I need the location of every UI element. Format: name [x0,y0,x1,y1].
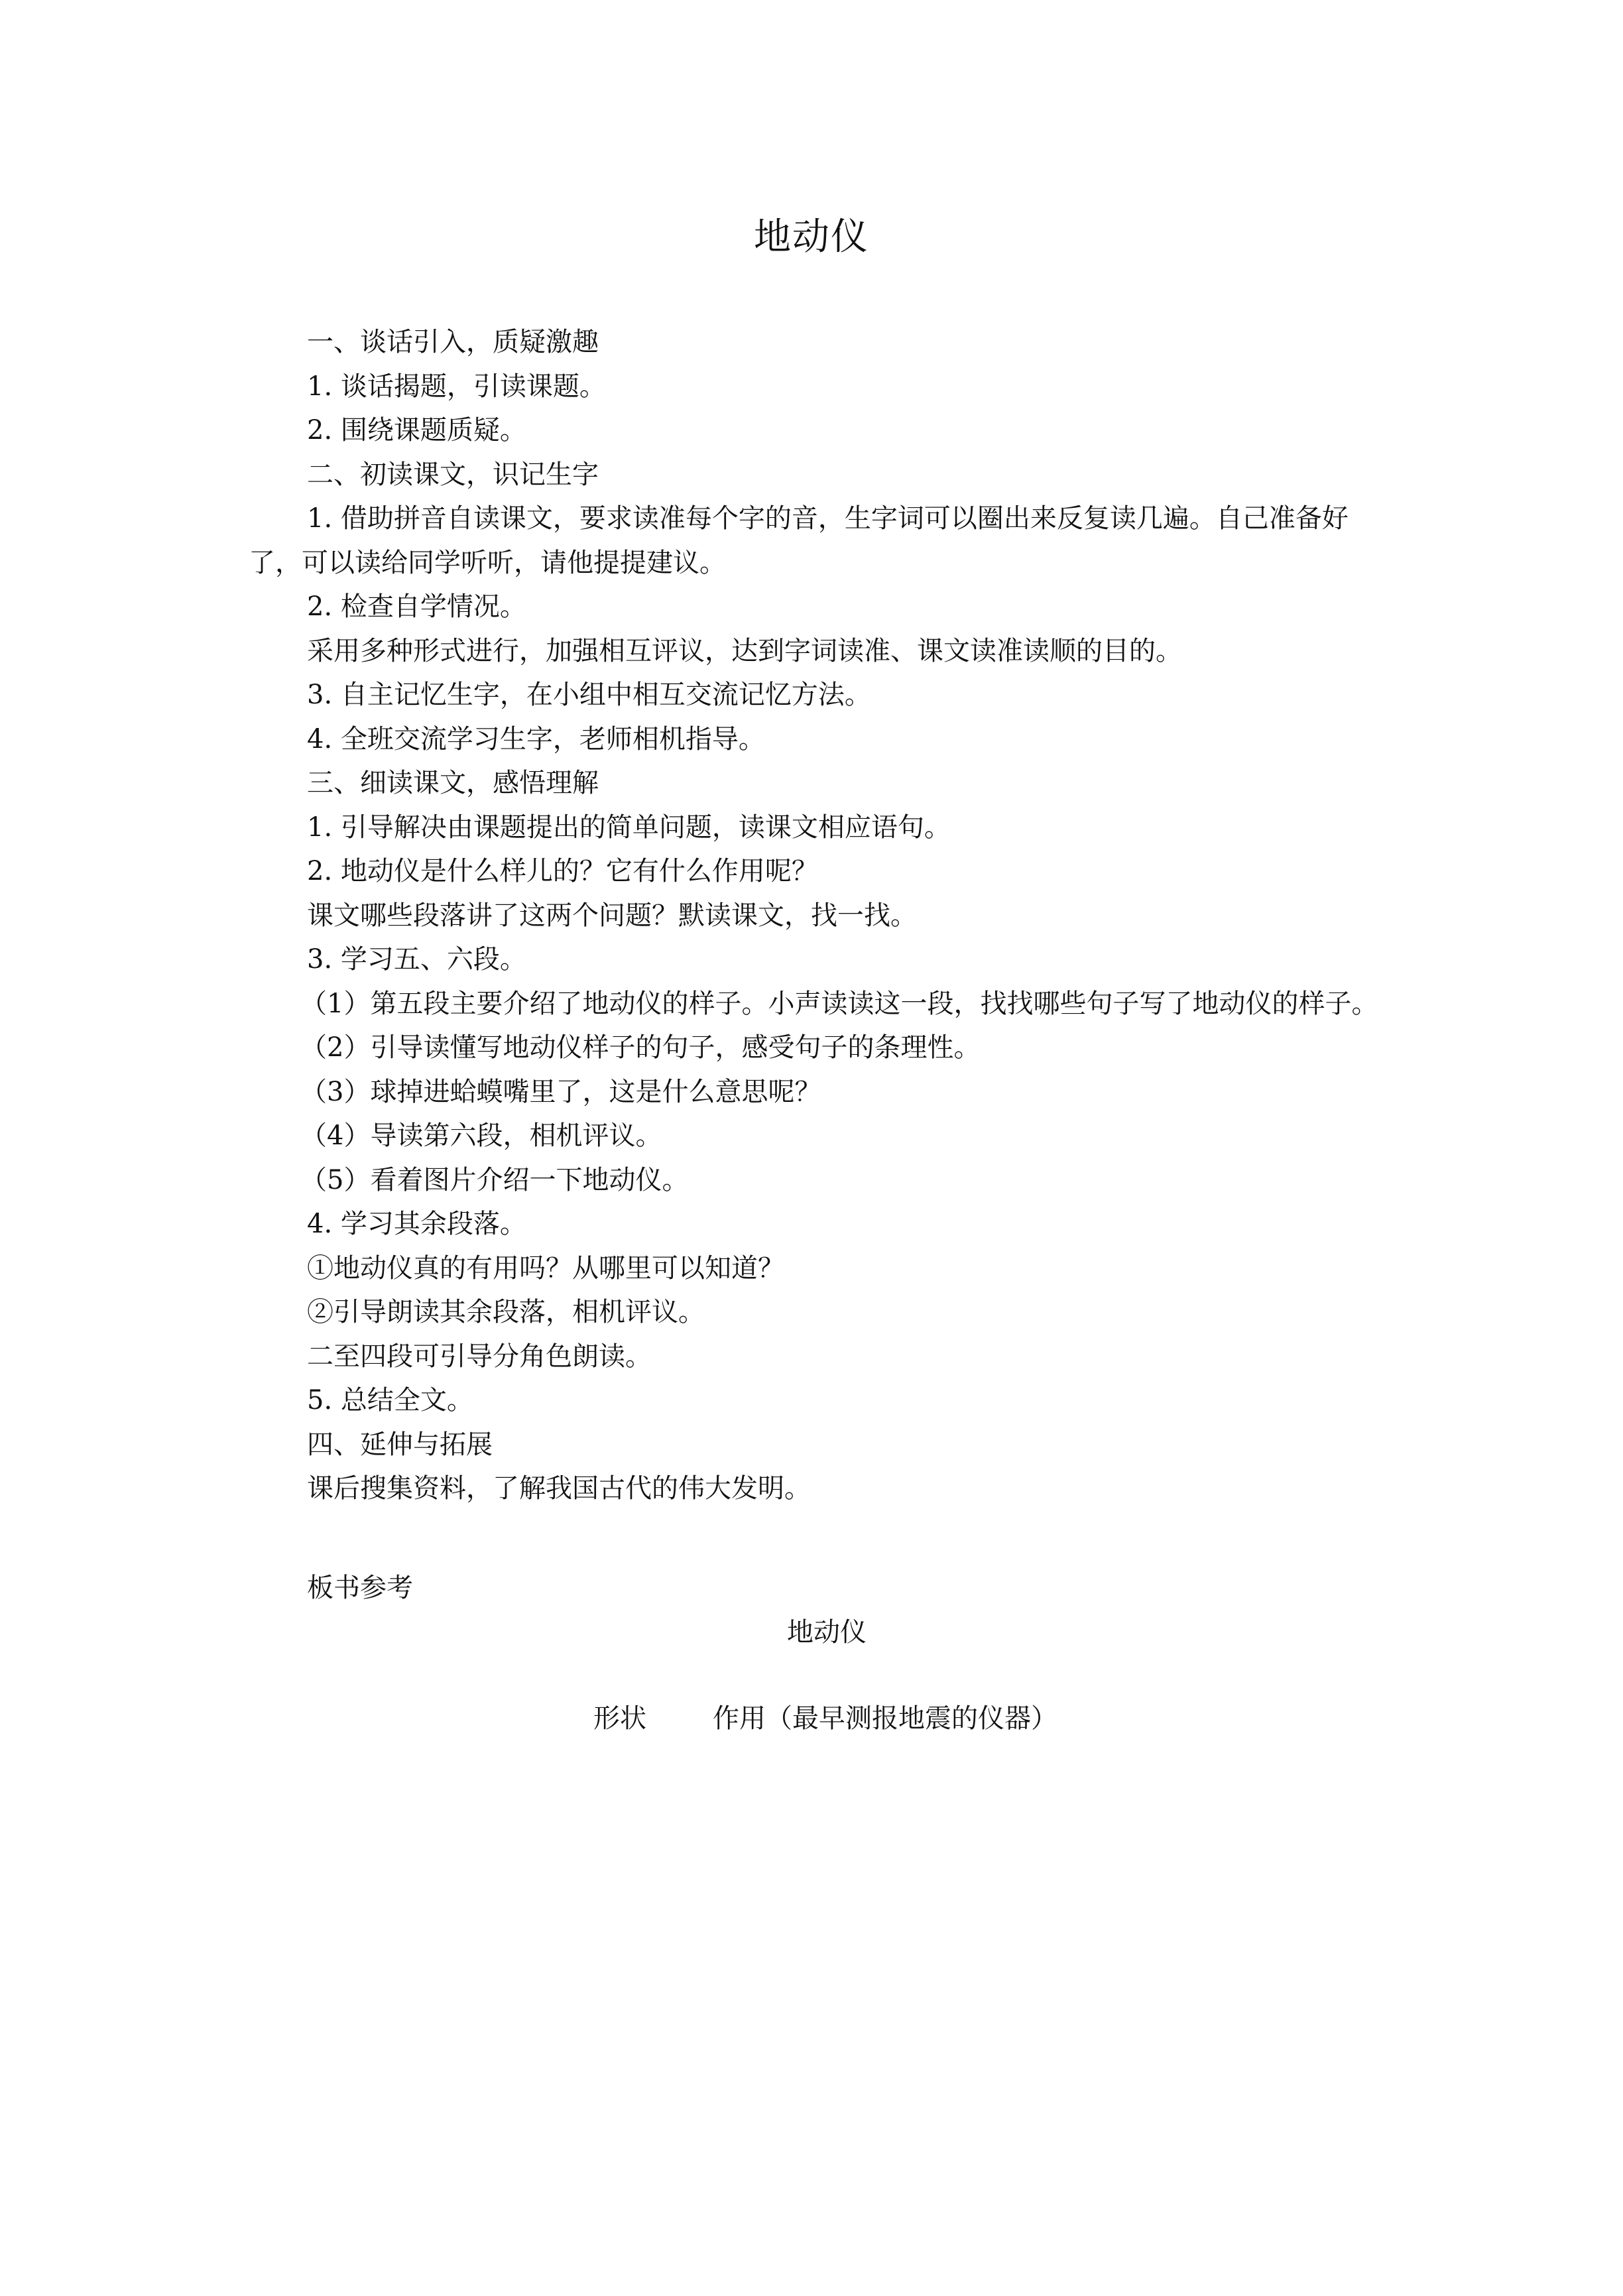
list-item: 1. 引导解决由课题提出的简单问题，读课文相应语句。 [307,812,951,843]
document-body [249,320,1390,1511]
document-title: 地动仪 [754,215,869,259]
sub-item: ①地动仪真的有用吗？从哪里可以知道？ [307,1252,784,1284]
list-item: 4. 学习其余段落。 [307,1209,526,1239]
sub-item: ②引导朗读其余段落，相机评议。 [307,1297,705,1327]
sub-item: （3）球掉进蛤蟆嘴里了，这是什么意思呢？ [300,1076,821,1107]
list-item: 2. 检查自学情况。 [307,591,526,622]
list-item: 3. 学习五、六段。 [307,944,526,975]
list-item: 4. 全班交流学习生字，老师相机指导。 [307,723,765,755]
list-item: 2. 围绕课题质疑。 [307,415,526,446]
sub-item: （1）第五段主要介绍了地动仪的样子。小声读读这一段，找找哪些句子写了地动仪的样子。 [300,988,1378,1019]
paragraph: 课文哪些段落讲了这两个问题？默读课文，找一找。 [307,900,917,931]
sub-item: （4）导读第六段，相机评议。 [300,1120,662,1151]
section-heading: 一、谈话引入，质疑激趣 [307,327,599,357]
board-title: 地动仪 [787,1617,867,1648]
board-row [593,1699,1057,1738]
list-item: 5. 总结全文。 [307,1385,473,1416]
board-right: 作用（最早测报地震的仪器） [713,1703,1057,1734]
list-item: 1. 借助拼音自读课文，要求读准每个字的音，生字词可以圈出来反复读几遍。自己准备好了，可以读给同学听听，请他提提建议。 [249,503,1349,578]
paragraph: 二至四段可引导分角色朗读。 [307,1341,652,1372]
section-heading: 三、细读课文，感悟理解 [307,768,599,798]
section-heading: 四、延伸与拓展 [307,1429,493,1460]
paragraph: 采用多种形式进行，加强相互评议，达到字词读准、课文读准读顺的目的。 [307,635,1182,666]
list-item: 1. 谈话揭题，引读课题。 [307,371,606,402]
sub-item: （2）引导读懂写地动仪样子的句子，感受句子的条理性。 [300,1032,981,1063]
list-item: 3. 自主记忆生字，在小组中相互交流记忆方法。 [307,680,871,710]
list-item: 2. 地动仪是什么样儿的？它有什么作用呢？ [307,856,818,886]
board-label: 板书参考 [307,1573,413,1603]
board-left: 形状 [593,1703,646,1734]
paragraph: 课后搜集资料，了解我国古代的伟大发明。 [307,1473,811,1504]
section-heading: 二、初读课文，识记生字 [307,459,599,490]
sub-item: （5）看着图片介绍一下地动仪。 [300,1164,689,1195]
